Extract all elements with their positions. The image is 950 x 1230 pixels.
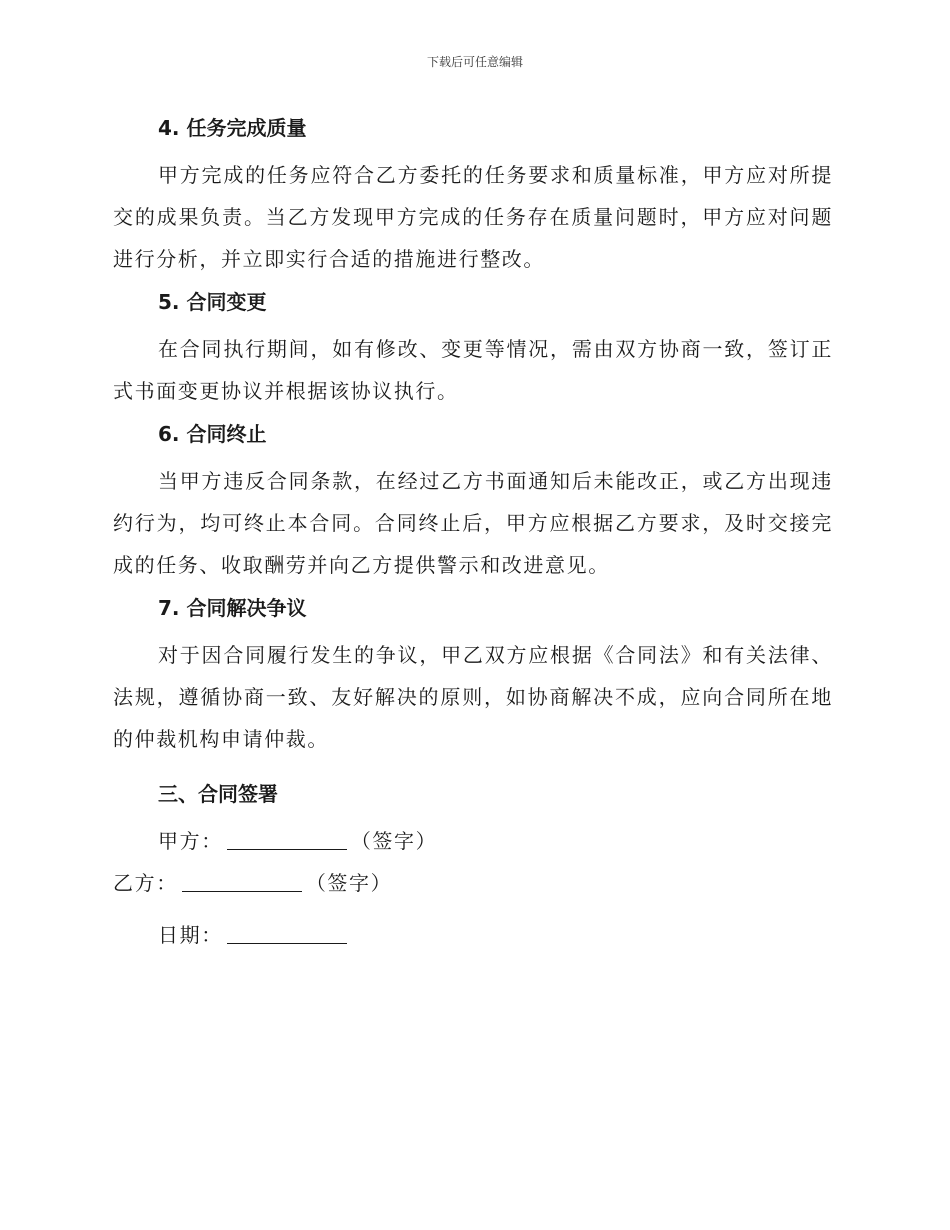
section-task-quality	[113, 108, 833, 280]
document-body	[113, 108, 833, 956]
section-contract-change	[113, 282, 833, 412]
party-a-signature-line[interactable]	[227, 825, 347, 850]
party-b-suffix: （签字）	[305, 871, 393, 895]
section-paragraph: 甲方完成的任务应符合乙方委托的任务要求和质量标准，甲方应对所提交的成果负责。当乙方发现甲方完成的任务存在质量问题时，甲方应对问题进行分析，并立即实行合适的措施进行整改。	[113, 163, 833, 271]
section-paragraph: 对于因合同履行发生的争议，甲乙双方应根据《合同法》和有关法律、法规，遵循协商一致、友好解决的原则，如协商解决不成，应向合同所在地的仲裁机构申请仲裁。	[113, 643, 833, 751]
section-contract-termination	[113, 414, 833, 586]
party-b-label: 乙方：	[113, 871, 178, 895]
party-b-signature-line[interactable]	[182, 867, 302, 892]
party-a-label: 甲方：	[158, 829, 223, 853]
section-heading: 4. 任务完成质量	[158, 116, 307, 140]
page-header: 下载后可任意编辑	[426, 55, 523, 69]
date-label: 日期：	[158, 923, 223, 947]
section-heading: 6. 合同终止	[158, 422, 267, 446]
section-paragraph: 在合同执行期间，如有修改、变更等情况，需由双方协商一致，签订正式书面变更协议并根据该协议执行。	[113, 337, 833, 403]
party-a-signature-row	[113, 820, 833, 862]
section-dispute-resolution	[113, 588, 833, 760]
date-row	[113, 914, 833, 956]
section-paragraph: 当甲方违反合同条款，在经过乙方书面通知后未能改正，或乙方出现违约行为，均可终止本合同。合同终止后，甲方应根据乙方要求，及时交接完成的任务、收取酬劳并向乙方提供警示和改进意见。	[113, 469, 833, 577]
section-heading: 5. 合同变更	[158, 290, 267, 314]
party-b-signature-row	[113, 862, 833, 904]
party-a-suffix: （签字）	[350, 829, 438, 853]
signature-heading: 三、合同签署	[158, 782, 278, 806]
section-signature	[113, 774, 833, 956]
date-line[interactable]	[227, 919, 347, 944]
section-heading: 7. 合同解决争议	[158, 596, 307, 620]
